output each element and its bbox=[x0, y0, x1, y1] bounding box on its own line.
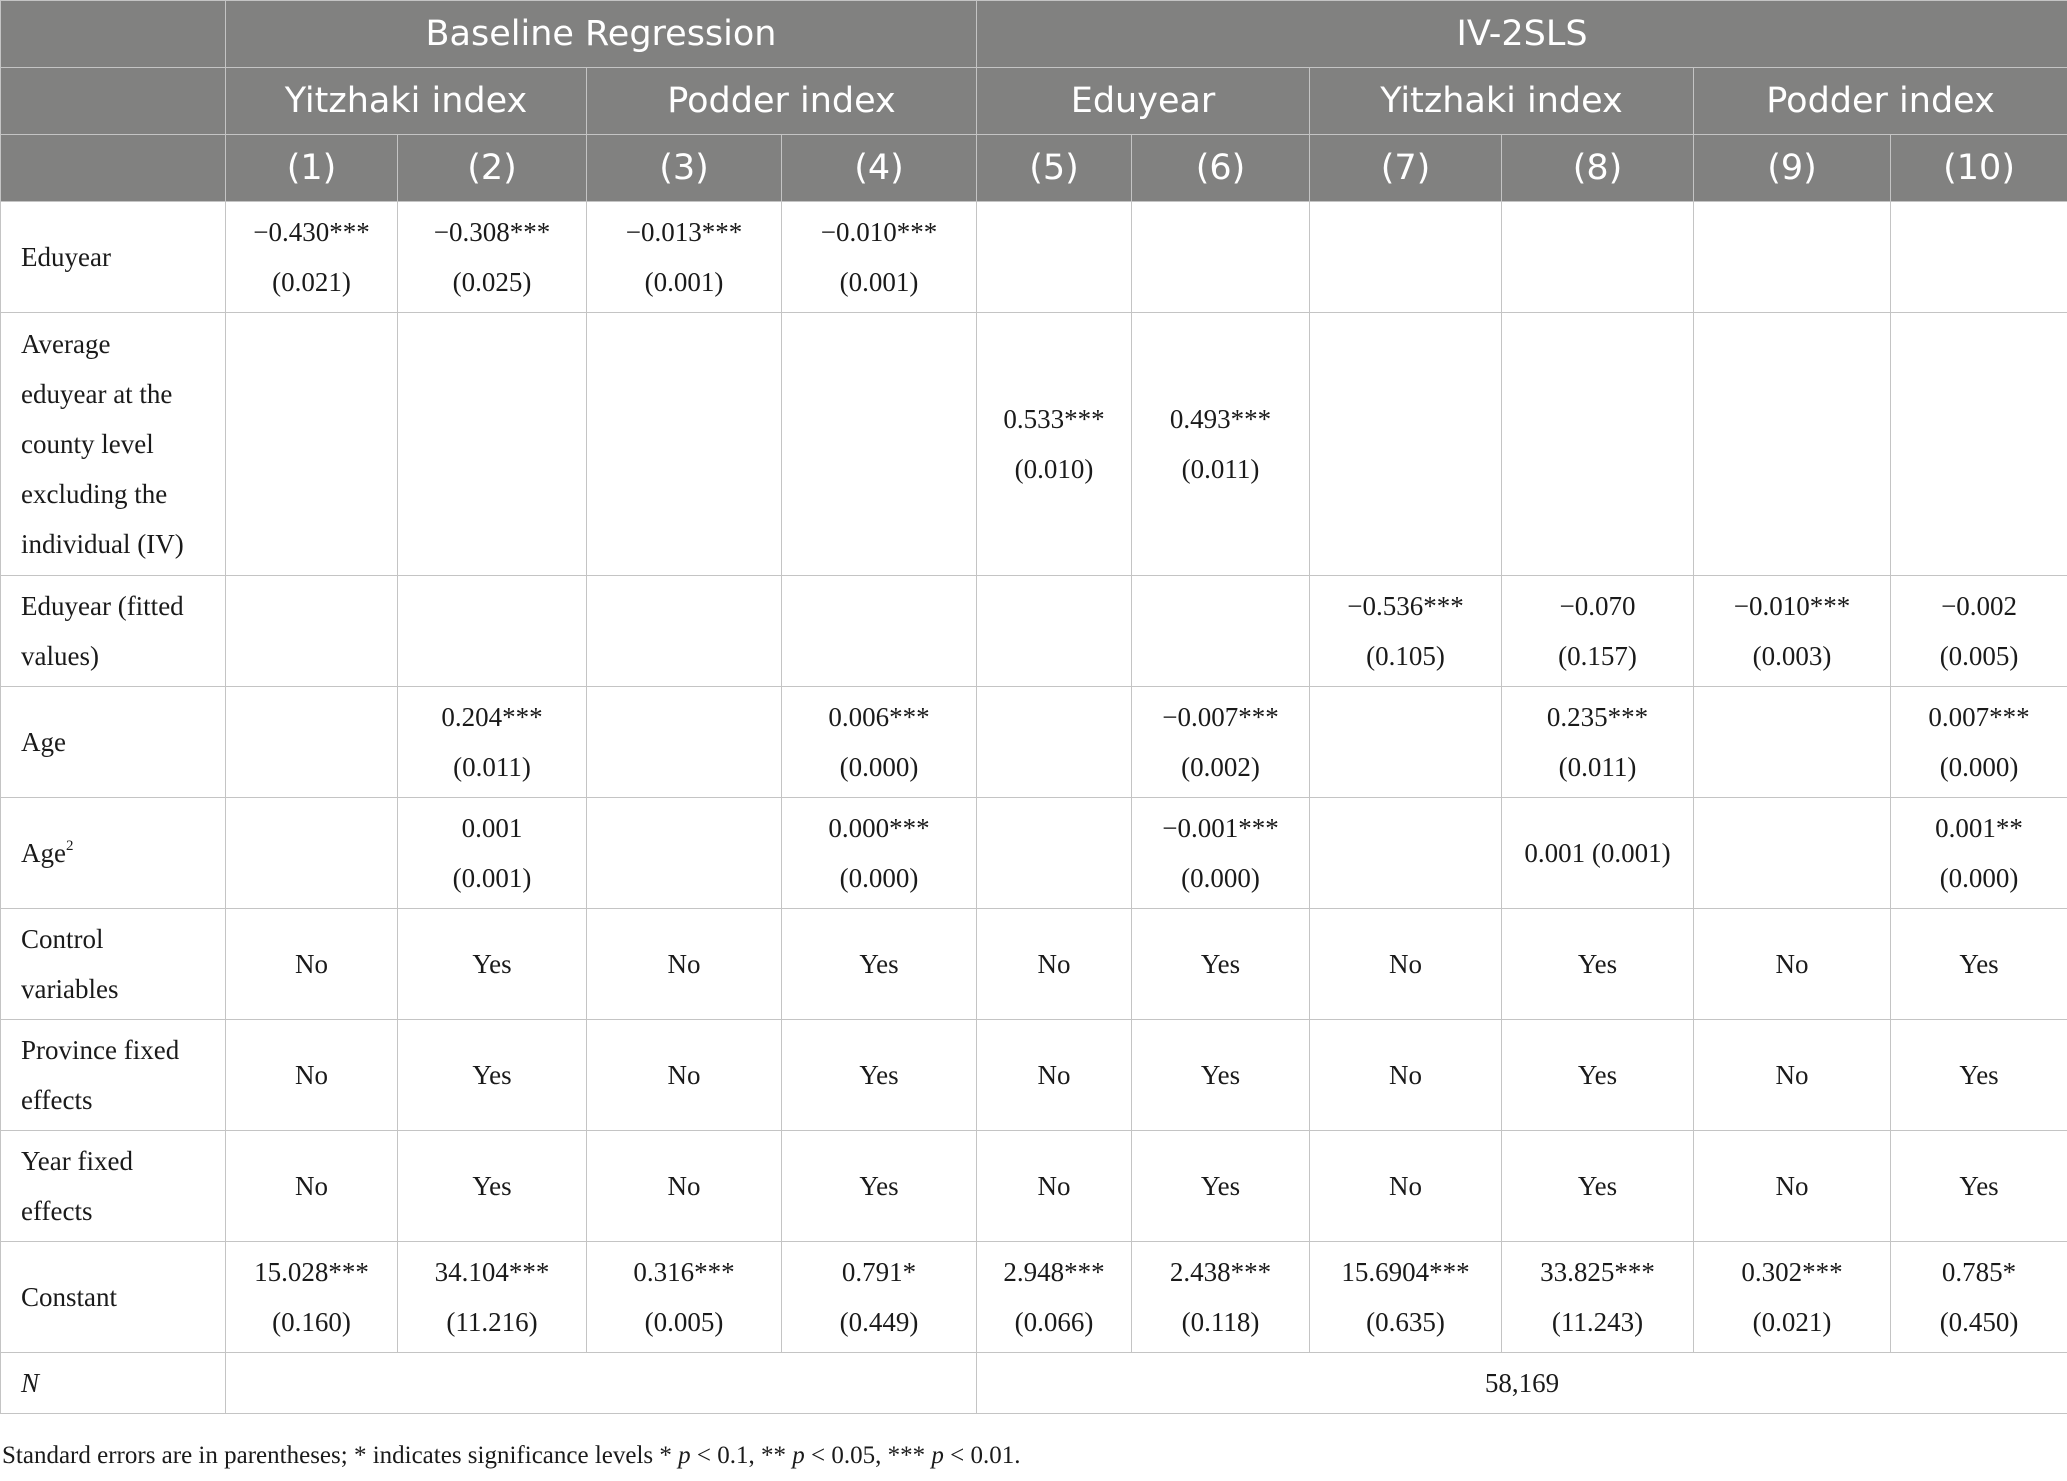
footnote-text: < 0.1, ** bbox=[690, 1442, 793, 1469]
table-row-province-fixed-effects bbox=[1, 1020, 2067, 1131]
header-row-subgroups bbox=[1, 68, 2067, 135]
cell-estimate: No bbox=[295, 1171, 328, 1201]
cell-std-error: (0.010) bbox=[1014, 454, 1094, 484]
cell-estimate: No bbox=[1037, 1060, 1071, 1090]
footnote-text: < 0.01. bbox=[943, 1442, 1021, 1469]
cell-col-6 bbox=[1132, 313, 1310, 576]
cell-col-3 bbox=[587, 1020, 782, 1131]
cell-col-8 bbox=[1502, 687, 1694, 798]
cell-estimate: No bbox=[1775, 1060, 1809, 1090]
cell-col-4 bbox=[782, 1242, 977, 1353]
cell-estimate: −0.536*** bbox=[1347, 591, 1464, 621]
cell-col-5 bbox=[977, 1131, 1132, 1242]
footnote-p: p bbox=[931, 1442, 944, 1469]
cell-col-1 bbox=[226, 202, 398, 313]
row-label bbox=[1, 202, 226, 313]
cell-estimate: No bbox=[1389, 949, 1423, 979]
cell-col-8 bbox=[1502, 798, 1694, 909]
cell-std-error: (11.243) bbox=[1551, 1307, 1644, 1337]
cell-col-5 bbox=[977, 1020, 1132, 1131]
cell-estimate: −0.430*** bbox=[253, 217, 370, 247]
cell-col-6 bbox=[1132, 1131, 1310, 1242]
cell-col-3 bbox=[587, 687, 782, 798]
cell-col-5 bbox=[977, 576, 1132, 687]
cell-std-error: (0.021) bbox=[1752, 1307, 1832, 1337]
table-row-average-eduyear-iv bbox=[1, 313, 2067, 576]
n-value-baseline bbox=[226, 1353, 977, 1414]
cell-estimate: Yes bbox=[1200, 1171, 1241, 1201]
cell-col-9 bbox=[1694, 1131, 1891, 1242]
header-sub-yitzhaki: Yitzhaki index bbox=[1310, 68, 1694, 135]
row-label-line: county level bbox=[21, 429, 154, 459]
cell-std-error: (0.011) bbox=[1181, 454, 1260, 484]
cell-col-6 bbox=[1132, 576, 1310, 687]
header-group-baseline: Baseline Regression bbox=[226, 1, 977, 68]
row-label-line: Age bbox=[21, 727, 66, 757]
cell-col-1 bbox=[226, 576, 398, 687]
cell-col-7 bbox=[1310, 313, 1502, 576]
cell-std-error: (0.001) bbox=[839, 267, 919, 297]
cell-estimate: No bbox=[667, 949, 701, 979]
cell-col-8 bbox=[1502, 576, 1694, 687]
cell-std-error: (0.025) bbox=[452, 267, 532, 297]
header-col: (9) bbox=[1694, 135, 1891, 202]
table-row-constant bbox=[1, 1242, 2067, 1353]
cell-estimate: 33.825*** bbox=[1540, 1257, 1655, 1287]
cell-col-1 bbox=[226, 1242, 398, 1353]
cell-col-2 bbox=[398, 909, 587, 1020]
cell-col-8 bbox=[1502, 1020, 1694, 1131]
table-row-age-squared bbox=[1, 798, 2067, 909]
cell-estimate: No bbox=[1775, 1171, 1809, 1201]
cell-col-3 bbox=[587, 798, 782, 909]
cell-std-error: (0.635) bbox=[1366, 1307, 1445, 1337]
cell-estimate: 0.007*** bbox=[1928, 702, 2030, 732]
cell-estimate: Yes bbox=[1959, 1171, 1999, 1201]
row-label bbox=[1, 909, 226, 1020]
cell-col-2 bbox=[398, 687, 587, 798]
cell-estimate: Yes bbox=[1577, 1171, 1618, 1201]
cell-col-4 bbox=[782, 909, 977, 1020]
row-label bbox=[1, 1131, 226, 1242]
cell-estimate: −0.013*** bbox=[625, 217, 743, 247]
cell-col-8 bbox=[1502, 909, 1694, 1020]
cell-col-4 bbox=[782, 576, 977, 687]
cell-estimate: No bbox=[295, 949, 328, 979]
n-value-iv2sls: 58,169 bbox=[977, 1353, 2067, 1414]
cell-col-1 bbox=[226, 687, 398, 798]
header-col: (6) bbox=[1132, 135, 1310, 202]
cell-col-10 bbox=[1891, 313, 2067, 576]
cell-estimate: 0.533*** bbox=[1003, 404, 1105, 434]
table-row-year-fixed-effects bbox=[1, 1131, 2067, 1242]
cell-estimate: 0.001** bbox=[1935, 813, 2023, 843]
row-label-line: variables bbox=[21, 974, 119, 1004]
row-label bbox=[1, 687, 226, 798]
row-label-line: Control bbox=[21, 924, 104, 954]
cell-col-2 bbox=[398, 1020, 587, 1131]
cell-estimate: −0.308*** bbox=[433, 217, 551, 247]
cell-estimate: Yes bbox=[1959, 949, 1999, 979]
header-row-groups bbox=[1, 1, 2067, 68]
cell-estimate: 0.493*** bbox=[1169, 404, 1272, 434]
cell-std-error: (0.001) bbox=[644, 267, 724, 297]
cell-col-4 bbox=[782, 798, 977, 909]
table-body bbox=[1, 202, 2067, 1414]
cell-col-2 bbox=[398, 798, 587, 909]
cell-col-10 bbox=[1891, 798, 2067, 909]
cell-estimate: 0.316*** bbox=[633, 1257, 735, 1287]
cell-col-2 bbox=[398, 313, 587, 576]
cell-col-7 bbox=[1310, 909, 1502, 1020]
cell-estimate: Yes bbox=[859, 1060, 899, 1090]
cell-col-1 bbox=[226, 1020, 398, 1131]
cell-estimate: No bbox=[1389, 1060, 1423, 1090]
header-col: (2) bbox=[398, 135, 587, 202]
cell-col-4 bbox=[782, 313, 977, 576]
cell-std-error: (0.000) bbox=[839, 752, 919, 782]
cell-col-10 bbox=[1891, 1020, 2067, 1131]
header-corner bbox=[1, 1, 226, 68]
row-label-superscript: 2 bbox=[65, 838, 74, 854]
row-label-line: excluding the bbox=[21, 479, 168, 509]
cell-estimate: −0.070 bbox=[1559, 591, 1636, 621]
cell-estimate: Yes bbox=[1577, 949, 1618, 979]
cell-estimate: Yes bbox=[472, 1171, 512, 1201]
cell-estimate: No bbox=[667, 1060, 701, 1090]
cell-col-1 bbox=[226, 798, 398, 909]
cell-std-error: (0.157) bbox=[1558, 641, 1637, 671]
cell-col-8 bbox=[1502, 313, 1694, 576]
cell-std-error: (0.449) bbox=[839, 1307, 919, 1337]
cell-estimate: −0.007*** bbox=[1162, 702, 1279, 732]
cell-col-8 bbox=[1502, 202, 1694, 313]
cell-std-error: (0.000) bbox=[1939, 752, 2019, 782]
cell-estimate: Yes bbox=[1959, 1060, 1999, 1090]
cell-col-3 bbox=[587, 576, 782, 687]
table-row-control-variables bbox=[1, 909, 2067, 1020]
cell-std-error: (0.011) bbox=[1558, 752, 1637, 782]
cell-col-6 bbox=[1132, 1242, 1310, 1353]
cell-col-9 bbox=[1694, 798, 1891, 909]
cell-std-error: (0.000) bbox=[839, 863, 919, 893]
cell-col-3 bbox=[587, 202, 782, 313]
cell-std-error: (0.005) bbox=[1939, 641, 2019, 671]
cell-col-6 bbox=[1132, 798, 1310, 909]
cell-col-5 bbox=[977, 687, 1132, 798]
header-group-iv2sls: IV-2SLS bbox=[977, 1, 2067, 68]
cell-estimate: Yes bbox=[1577, 1060, 1618, 1090]
cell-col-7 bbox=[1310, 1131, 1502, 1242]
cell-col-5 bbox=[977, 313, 1132, 576]
header-col: (10) bbox=[1891, 135, 2067, 202]
cell-col-5 bbox=[977, 202, 1132, 313]
cell-estimate: −0.010*** bbox=[820, 217, 938, 247]
cell-col-7 bbox=[1310, 798, 1502, 909]
row-label-text: Age bbox=[21, 838, 66, 868]
header-col: (7) bbox=[1310, 135, 1502, 202]
cell-std-error: (0.000) bbox=[1181, 863, 1260, 893]
row-label: N bbox=[1, 1353, 226, 1414]
row-label-line: values) bbox=[21, 641, 99, 671]
cell-estimate: 0.001 bbox=[461, 813, 523, 843]
cell-col-3 bbox=[587, 1131, 782, 1242]
cell-estimate: −0.002 bbox=[1941, 591, 2018, 621]
cell-estimate: Yes bbox=[859, 1171, 899, 1201]
cell-col-7 bbox=[1310, 1020, 1502, 1131]
cell-col-9 bbox=[1694, 202, 1891, 313]
cell-col-8 bbox=[1502, 1242, 1694, 1353]
cell-col-2 bbox=[398, 1242, 587, 1353]
cell-col-9 bbox=[1694, 687, 1891, 798]
cell-col-4 bbox=[782, 1020, 977, 1131]
cell-estimate: No bbox=[1037, 1171, 1071, 1201]
table-row-age bbox=[1, 687, 2067, 798]
cell-col-3 bbox=[587, 1242, 782, 1353]
row-label bbox=[1, 576, 226, 687]
cell-col-6 bbox=[1132, 202, 1310, 313]
cell-estimate: 15.6904*** bbox=[1341, 1257, 1470, 1287]
cell-estimate: No bbox=[667, 1171, 701, 1201]
header-sub-podder: Podder index bbox=[587, 68, 977, 135]
cell-col-10 bbox=[1891, 1242, 2067, 1353]
cell-col-10 bbox=[1891, 1131, 2067, 1242]
row-label bbox=[1, 798, 226, 909]
cell-col-6 bbox=[1132, 1020, 1310, 1131]
table-row-n bbox=[1, 1353, 2067, 1414]
cell-estimate: 0.000*** bbox=[828, 813, 930, 843]
row-label-line: effects bbox=[21, 1085, 93, 1115]
cell-std-error: (0.105) bbox=[1366, 641, 1445, 671]
row-label bbox=[1, 1242, 226, 1353]
cell-estimate: 0.791* bbox=[841, 1257, 917, 1287]
row-label-line: Eduyear bbox=[21, 242, 111, 272]
cell-estimate: Yes bbox=[1200, 949, 1241, 979]
footnote-text: < 0.05, *** bbox=[804, 1442, 932, 1469]
cell-std-error: (0.066) bbox=[1014, 1307, 1094, 1337]
cell-estimate: No bbox=[1389, 1171, 1423, 1201]
cell-col-9 bbox=[1694, 1242, 1891, 1353]
header-corner bbox=[1, 68, 226, 135]
cell-std-error: (0.000) bbox=[1939, 863, 2019, 893]
cell-col-4 bbox=[782, 202, 977, 313]
cell-std-error: (0.001) bbox=[452, 863, 532, 893]
table-row-eduyear bbox=[1, 202, 2067, 313]
cell-col-5 bbox=[977, 909, 1132, 1020]
cell-col-10 bbox=[1891, 909, 2067, 1020]
row-label-line: Eduyear (fitted bbox=[21, 591, 184, 621]
cell-col-1 bbox=[226, 909, 398, 1020]
cell-estimate: 0.302*** bbox=[1741, 1257, 1843, 1287]
footnote-p: p bbox=[678, 1442, 691, 1469]
cell-col-2 bbox=[398, 576, 587, 687]
cell-col-10 bbox=[1891, 202, 2067, 313]
header-sub-yitzhaki: Yitzhaki index bbox=[226, 68, 587, 135]
footnote-p: p bbox=[792, 1442, 805, 1469]
cell-estimate: 0.001 (0.001) bbox=[1524, 838, 1671, 868]
cell-estimate: 0.006*** bbox=[828, 702, 930, 732]
cell-std-error: (0.160) bbox=[272, 1307, 351, 1337]
header-corner bbox=[1, 135, 226, 202]
cell-estimate: 15.028*** bbox=[254, 1257, 369, 1287]
header-sub-podder: Podder index bbox=[1694, 68, 2067, 135]
row-label bbox=[1, 1020, 226, 1131]
cell-col-7 bbox=[1310, 202, 1502, 313]
cell-col-7 bbox=[1310, 576, 1502, 687]
cell-col-7 bbox=[1310, 1242, 1502, 1353]
cell-estimate: Yes bbox=[1200, 1060, 1241, 1090]
header-col: (3) bbox=[587, 135, 782, 202]
row-label-line bbox=[21, 828, 217, 878]
cell-estimate: Yes bbox=[859, 949, 899, 979]
cell-estimate: No bbox=[295, 1060, 328, 1090]
cell-estimate: 0.204*** bbox=[441, 702, 543, 732]
cell-std-error: (0.002) bbox=[1181, 752, 1260, 782]
cell-estimate: Yes bbox=[472, 949, 512, 979]
cell-col-1 bbox=[226, 1131, 398, 1242]
cell-estimate: 0.235*** bbox=[1546, 702, 1649, 732]
header-col: (8) bbox=[1502, 135, 1694, 202]
cell-col-1 bbox=[226, 313, 398, 576]
cell-col-8 bbox=[1502, 1131, 1694, 1242]
row-label bbox=[1, 313, 226, 576]
cell-std-error: (0.003) bbox=[1752, 641, 1832, 671]
table-row-eduyear-fitted bbox=[1, 576, 2067, 687]
cell-col-9 bbox=[1694, 313, 1891, 576]
cell-estimate: 2.948*** bbox=[1003, 1257, 1105, 1287]
cell-col-10 bbox=[1891, 687, 2067, 798]
row-label-line: Constant bbox=[21, 1282, 118, 1312]
cell-estimate: Yes bbox=[472, 1060, 512, 1090]
row-label-line: effects bbox=[21, 1196, 93, 1226]
cell-estimate: No bbox=[1775, 949, 1809, 979]
row-label-line: individual (IV) bbox=[21, 529, 184, 559]
cell-col-6 bbox=[1132, 909, 1310, 1020]
cell-col-2 bbox=[398, 202, 587, 313]
row-label-line: Year fixed bbox=[21, 1146, 133, 1176]
cell-estimate: 2.438*** bbox=[1169, 1257, 1272, 1287]
cell-col-5 bbox=[977, 1242, 1132, 1353]
row-label-line: eduyear at the bbox=[21, 379, 173, 409]
cell-col-10 bbox=[1891, 576, 2067, 687]
table-footnote bbox=[2, 1442, 1020, 1470]
cell-std-error: (0.118) bbox=[1181, 1307, 1260, 1337]
cell-col-3 bbox=[587, 909, 782, 1020]
row-label-line: Province fixed bbox=[21, 1035, 180, 1065]
cell-estimate: −0.010*** bbox=[1733, 591, 1851, 621]
cell-std-error: (0.011) bbox=[453, 752, 531, 782]
cell-std-error: (0.021) bbox=[272, 267, 351, 297]
cell-estimate: No bbox=[1037, 949, 1071, 979]
cell-col-9 bbox=[1694, 576, 1891, 687]
cell-col-5 bbox=[977, 798, 1132, 909]
header-row-columns bbox=[1, 135, 2067, 202]
header-sub-eduyear: Eduyear bbox=[977, 68, 1310, 135]
cell-col-9 bbox=[1694, 909, 1891, 1020]
cell-col-6 bbox=[1132, 687, 1310, 798]
header-col: (5) bbox=[977, 135, 1132, 202]
cell-std-error: (0.005) bbox=[644, 1307, 724, 1337]
header-col: (1) bbox=[226, 135, 398, 202]
cell-estimate: −0.001*** bbox=[1162, 813, 1279, 843]
footnote-text: Standard errors are in parentheses; * indicates significance levels * bbox=[2, 1442, 679, 1469]
row-label-line: Average bbox=[21, 329, 111, 359]
cell-col-3 bbox=[587, 313, 782, 576]
cell-std-error: (0.450) bbox=[1939, 1307, 2019, 1337]
cell-col-7 bbox=[1310, 687, 1502, 798]
cell-col-9 bbox=[1694, 1020, 1891, 1131]
cell-col-4 bbox=[782, 1131, 977, 1242]
cell-std-error: (11.216) bbox=[446, 1307, 538, 1337]
cell-estimate: 0.785* bbox=[1941, 1257, 2017, 1287]
header-col: (4) bbox=[782, 135, 977, 202]
cell-col-2 bbox=[398, 1131, 587, 1242]
cell-col-4 bbox=[782, 687, 977, 798]
cell-estimate: 34.104*** bbox=[434, 1257, 550, 1287]
